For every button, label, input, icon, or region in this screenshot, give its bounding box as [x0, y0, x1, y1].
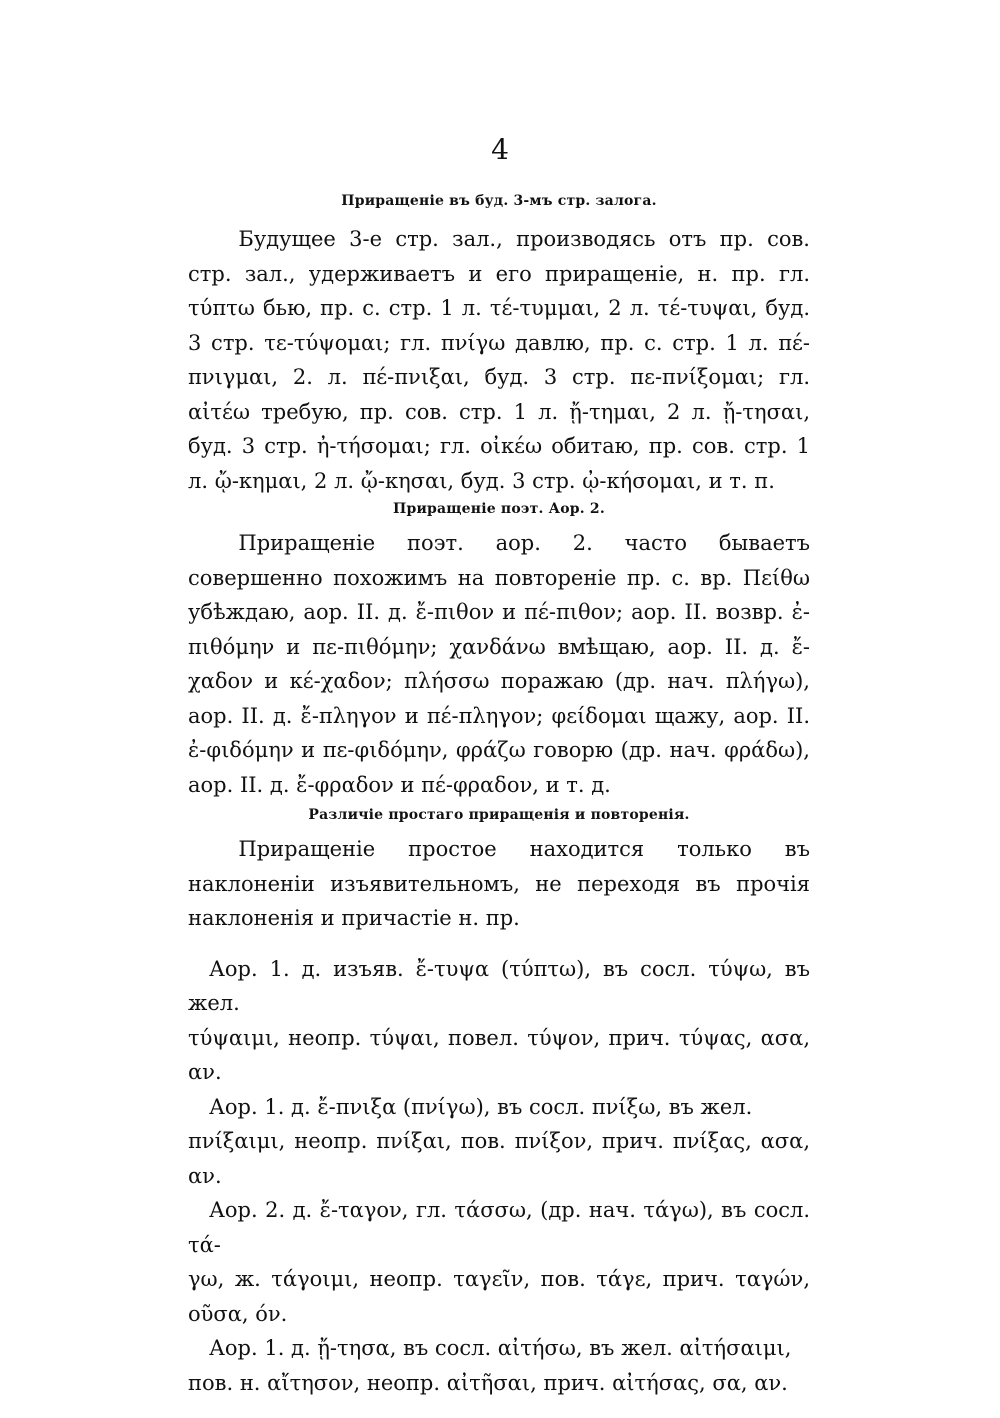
- page-number: 4: [491, 133, 509, 166]
- example-line: γω, ж. τάγοιμι, неопр. ταγεῖν, пов. τάγε, прич. ταγών, οῦσα, όν.: [188, 1267, 810, 1326]
- page-content: [188, 190, 810, 1400]
- aorist-examples: [188, 952, 810, 1401]
- example-line: τύψαιμι, неопр. τύψαι, повел. τύψον, прич. τύψας, ασα, αν.: [188, 1025, 810, 1084]
- example-line: Аор. 1. д. изъяв. ἔ-τυψα (τύπτω), въ сосл. τύψω, въ жел.: [188, 956, 810, 1015]
- section-augment-vs-reduplication: [188, 804, 810, 936]
- example-line: Аор. 2. д. ἔ-ταγον, гл. τάσσω, (др. нач. τάγω), въ сосл. τά-: [188, 1198, 810, 1257]
- example-line: Аор. 1. д. ᾔ-τησα, въ сосл. αἰτήσω, въ жел. αἰτήσαιμι,: [209, 1336, 792, 1360]
- example-item: [188, 1193, 810, 1331]
- example-line: Аор. 1. д. ἔ-πνιξα (πνίγω), въ сосл. πνίξω, въ жел.: [209, 1094, 753, 1119]
- section-heading: Приращеніе поэт. Аор. 2.: [393, 501, 605, 517]
- section-poetic-aorist: [188, 498, 810, 802]
- example-item: [188, 1090, 810, 1194]
- section-future-augment: [188, 190, 810, 498]
- example-line: пов. н. αἴτησον, неопр. αἰτῆσαι, прич. αἰτήσας, σα, αν.: [188, 1370, 788, 1395]
- section-paragraph: Приращеніе поэт. аор. 2. часто бываетъ совершенно похожимъ на повтореніе пр. с. вр. Πείθω убѣждаю, аор. II. д. ἔ-πιθον и πέ-πιθον; аор. II. возвр. ἐ-πιθόμην и πε-πιθόμην; χανδάνω вмѣщаю, аор. II. д. ἔ-χαδον и κέ-χαδον; πλήσσω поражаю (др. нач. πλήγω), аор. II. д. ἔ-πληγον и πέ-πληγον; φείδομαι щажу, аор. II. ἐ-φιδόμην и πε-φιδόμην, φράζω говорю (др. нач. φράδω), аор. II. д. ἔ-φραδον и πέ-φραδον, и т. д.: [188, 531, 810, 797]
- example-item: [188, 1331, 810, 1400]
- example-item: [188, 952, 810, 1090]
- spacer: [188, 936, 810, 952]
- example-line: πνίξαιμι, неопр. πνίξαι, пов. πνίξον, прич. πνίξας, ασα, αν.: [188, 1129, 810, 1188]
- section-paragraph: Будущее 3-е стр. зал., производясь отъ пр. сов. стр. зал., удерживаетъ и его приращеніе, н. пр. гл. τύπτω бью, пр. с. стр. 1 л. τέ-τυμμαι, 2 л. τέ-τυψαι, буд. 3 стр. τε-τύψομαι; гл. πνίγω давлю, пр. с. стр. 1 л. πέ-πνιγμαι, 2. л. πέ-πνιξαι, буд. 3 стр. πε-πνίξομαι; гл. αἰτέω требую, пр. сов. стр. 1 л. ᾔ-τημαι, 2 л. ᾔ-τησαι, буд. 3 стр. ἠ-τήσομαι; гл. οἰκέω обитаю, пр. сов. стр. 1 л. ᾤ-κημαι, 2 л. ᾤ-κησαι, буд. 3 стр. ᾠ-κήσομαι, и т. п.: [188, 227, 810, 493]
- section-heading: Различіе простаго приращенія и повторенія.: [308, 807, 690, 823]
- section-heading: Приращеніе въ буд. 3-мъ стр. залога.: [341, 193, 657, 209]
- section-paragraph: Приращеніе простое находится только въ наклоненіи изъявительномъ, не переходя въ прочія наклоненія и причастіе н. пр.: [188, 837, 810, 930]
